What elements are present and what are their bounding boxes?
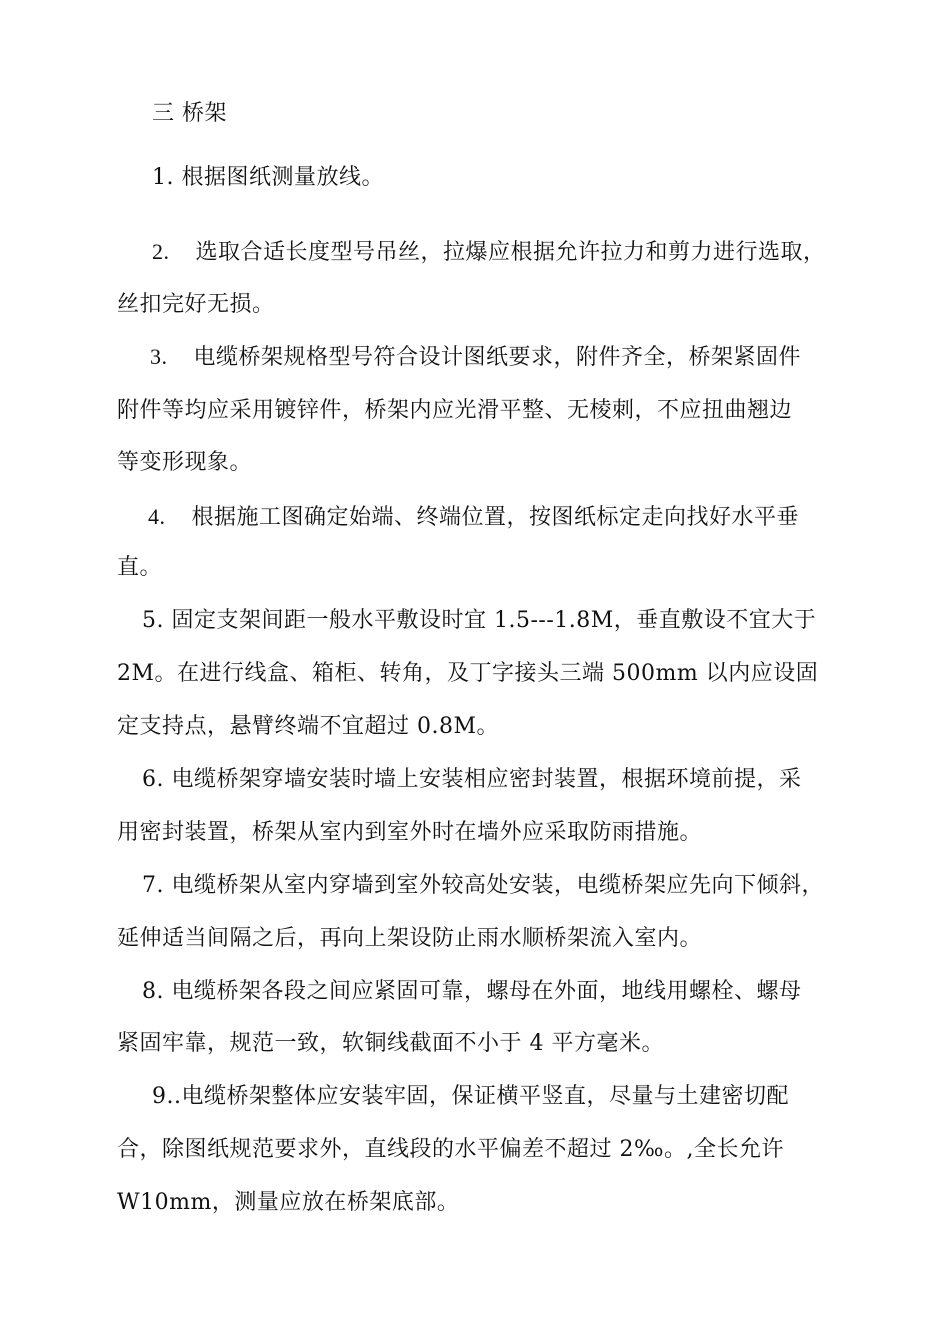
section-heading: 三 桥架 bbox=[152, 101, 227, 126]
paragraph-8-line-2: 紧固牢靠，规范一致，软铜线截面不小于 4 平方毫米。 bbox=[117, 1031, 664, 1056]
paragraph-1-line-1: 1. 根据图纸测量放线。 bbox=[152, 165, 384, 190]
paragraph-5-line-2: 2M。在进行线盒、箱柜、转角，及丁字接头三端 500mm 以内应设固 bbox=[117, 661, 819, 686]
paragraph-9-line-2: 合，除图纸规范要求外，直线段的水平偏差不超过 2‰。,全长允许 bbox=[117, 1137, 785, 1162]
paragraph-4-number: 4. bbox=[148, 504, 166, 529]
paragraph-2-number: 2. bbox=[152, 239, 170, 264]
paragraph-7-line-1: 7. 电缆桥架从室内穿墙到室外较高处安装，电缆桥架应先向下倾斜， bbox=[142, 873, 824, 898]
paragraph-3-line-2: 附件等均应采用镀锌件，桥架内应光滑平整、无棱刺，不应扭曲翘边 bbox=[117, 398, 793, 423]
paragraph-4-line-2: 直。 bbox=[117, 555, 163, 580]
paragraph-3-line-1 bbox=[150, 342, 801, 373]
paragraph-3-number: 3. bbox=[150, 344, 168, 369]
paragraph-6-line-1: 6. 电缆桥架穿墙安装时墙上安装相应密封装置，根据环境前提，采 bbox=[142, 767, 802, 792]
paragraph-6-line-2: 用密封装置，桥架从室内到室外时在墙外应采取防雨措施。 bbox=[117, 820, 703, 845]
paragraph-9-line-1: 9..电缆桥架整体应安装牢固，保证横平竖直，尽量与土建密切配 bbox=[152, 1084, 789, 1109]
paragraph-3-line-3: 等变形现象。 bbox=[117, 450, 253, 475]
paragraph-9-line-3: W10mm，测量应放在桥架底部。 bbox=[117, 1190, 460, 1215]
paragraph-2-text: 选取合适长度型号吊丝，拉爆应根据允许拉力和剪力进行选取， bbox=[195, 240, 826, 265]
paragraph-4-text: 根据施工图确定始端、终端位置，按图纸标定走向找好水平垂 bbox=[191, 505, 800, 530]
paragraph-7-line-2: 延伸适当间隔之后，再向上架设防止雨水顺桥架流入室内。 bbox=[117, 926, 703, 951]
paragraph-8-line-1: 8. 电缆桥架各段之间应紧固可靠，螺母在外面，地线用螺栓、螺母 bbox=[142, 979, 802, 1004]
paragraph-5-line-3: 定支持点，悬臂终端不宜超过 0.8M。 bbox=[117, 714, 500, 739]
paragraph-5-line-1: 5. 固定支架间距一般水平敷设时宜 1.5---1.8M，垂直敷设不宜大于 bbox=[142, 608, 817, 633]
paragraph-2-line-1 bbox=[152, 237, 826, 268]
paragraph-2-line-2: 丝扣完好无损。 bbox=[117, 292, 275, 317]
paragraph-4-line-1 bbox=[148, 502, 799, 533]
paragraph-3-text: 电缆桥架规格型号符合设计图纸要求，附件齐全，桥架紧固件 bbox=[193, 345, 802, 370]
